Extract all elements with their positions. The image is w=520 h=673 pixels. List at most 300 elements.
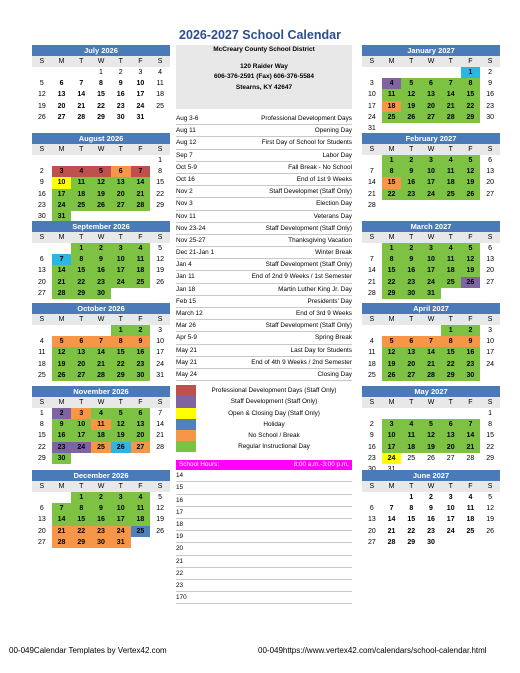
day-cell: 7 [421,336,441,347]
day-cell: 25 [441,277,461,288]
note-number: 14 [176,472,184,480]
day-cell: 28 [466,454,475,462]
weekday-label: T [409,399,414,406]
event-date: Oct 5-9 [176,163,197,171]
week-row [32,277,170,288]
school-hours-value: 8:00 a.m.-3:00 p.m. [293,461,349,469]
weekday-header [362,481,500,492]
day-cell: 8 [409,505,414,513]
event-row [176,198,352,210]
day-cell [52,67,72,78]
month-title: November 2026 [32,386,170,397]
weekday-label: S [487,58,493,65]
day-cell: 23 [91,526,111,537]
day-cell: 31 [136,113,145,121]
day-cell: 27 [131,442,151,453]
weekday-label: S [39,146,45,153]
note-row [176,470,352,482]
day-cell: 11 [131,254,151,265]
day-cell: 12 [486,505,495,513]
day-cell: 15 [156,179,165,187]
event-name: Last Day for Students [290,346,352,354]
day-cell: 16 [116,91,125,99]
day-cell: 20 [57,102,66,110]
month-title: December 2026 [32,470,170,481]
weekday-label: F [468,483,473,490]
day-cell: 29 [71,537,91,548]
day-cell [91,453,111,464]
day-cell [480,370,500,381]
day-cell: 24 [382,453,402,464]
day-cell: 1 [409,494,414,501]
weekday-label: T [409,483,414,490]
event-name: Veterans Day [313,212,352,220]
day-cell: 9 [118,80,123,88]
day-cell: 2 [429,494,433,501]
day-cell [441,200,461,211]
weekday-label: T [409,316,414,323]
weekday-label: T [118,316,123,323]
weekday-label: S [369,316,375,323]
district-city: Stearns, KY 42647 [235,83,293,91]
day-cell: 15 [382,265,402,276]
day-cell: 1 [158,157,163,164]
weekday-label: W [97,234,105,241]
day-cell: 29 [461,112,481,123]
weekday-label: S [39,316,45,323]
day-cell: 26 [461,277,481,288]
day-cell: 7 [91,336,111,347]
day-cell: 27 [401,370,421,381]
month-title: April 2027 [362,303,500,314]
day-cell: 25 [466,527,475,535]
day-cell [52,492,72,503]
day-cell: 6 [488,245,493,252]
notes-rows [176,470,352,604]
day-cell: 6 [71,336,91,347]
day-cell: 1 [382,243,402,254]
event-date: Jan 4 [176,261,192,269]
weekday-header [32,397,170,408]
event-name: Staff Development (Staff Only) [265,224,352,232]
weekday-label: T [448,58,453,65]
day-cell: 25 [131,526,151,537]
day-cell: 30 [131,370,151,381]
day-cell: 6 [369,505,374,513]
day-cell: 8 [461,78,481,89]
weekday-label: W [427,316,435,323]
event-row [176,137,352,149]
day-cell [71,325,91,336]
day-cell [362,243,382,254]
day-cell: 29 [407,538,416,546]
day-cell: 17 [52,189,72,200]
weekday-label: S [157,399,163,406]
event-date: Nov 11 [176,212,196,220]
weekday-header [32,56,170,67]
event-date: Nov 23-24 [176,224,206,232]
day-cell: 10 [421,254,441,265]
day-cell: 8 [158,168,163,176]
event-row [176,259,352,271]
event-date: Aug 12 [176,139,197,147]
day-cell: 18 [367,360,376,368]
weekday-label: T [448,146,453,153]
day-cell: 14 [441,89,461,100]
event-row [176,186,352,198]
day-cell: 5 [111,408,131,419]
weekday-label: S [39,58,45,65]
week-row [362,101,500,112]
day-cell: 22 [111,359,131,370]
event-row [176,174,352,186]
event-row [176,345,352,357]
day-cell: 30 [401,288,421,299]
day-cell [131,288,151,299]
day-cell [461,288,481,299]
weekday-label: S [39,399,45,406]
day-cell: 12 [37,91,46,99]
day-cell: 2 [488,69,493,76]
event-date: Aug 3-6 [176,115,199,122]
event-date: Nov 3 [176,200,193,208]
month-calendar [32,45,170,123]
weekday-label: F [138,234,143,241]
week-row [362,359,500,370]
day-cell: 21 [461,442,481,453]
day-cell: 4 [369,338,374,346]
day-cell: 20 [131,430,151,441]
day-cell: 2 [39,168,44,176]
day-cell: 21 [367,190,376,198]
day-cell: 4 [441,155,461,166]
day-cell: 16 [461,347,481,358]
legend [176,385,352,452]
day-cell: 10 [111,503,131,514]
day-cell: 25 [91,442,111,453]
day-cell: 1 [382,155,402,166]
day-cell: 20 [421,101,441,112]
day-cell: 28 [52,288,72,299]
day-cell: 13 [57,91,66,99]
week-row [362,78,500,89]
day-cell: 17 [421,177,441,188]
note-number: 23 [176,581,184,589]
weekday-label: M [388,483,395,490]
day-cell: 18 [382,101,402,112]
event-row [176,223,352,235]
day-cell: 11 [156,80,164,88]
week-row [32,288,170,299]
weekday-label: S [369,146,375,153]
day-cell: 18 [131,514,151,525]
event-row [176,296,352,308]
month-calendar [362,386,500,475]
day-cell: 19 [37,102,46,110]
week-row [362,336,500,347]
day-cell: 26 [37,113,46,121]
note-number: 22 [176,569,184,577]
weekday-label: M [58,146,65,153]
day-cell: 17 [111,514,131,525]
day-cell [382,200,402,211]
day-cell: 11 [368,349,376,357]
day-cell: 18 [91,430,111,441]
legend-row [176,408,352,419]
day-cell: 27 [446,454,455,462]
weekday-label: S [487,146,493,153]
day-cell: 27 [421,112,441,123]
month-calendar [32,133,170,222]
day-cell: 24 [52,200,72,211]
month-title: June 2027 [362,470,500,481]
event-row [176,113,352,125]
day-cell: 15 [382,177,402,188]
day-cell [131,155,151,166]
day-cell: 12 [461,254,481,265]
day-cell: 16 [52,430,72,441]
note-row [176,556,352,568]
event-date: Aug 11 [176,127,196,135]
day-cell: 13 [131,419,151,430]
day-cell: 10 [71,419,91,430]
day-cell: 13 [401,347,421,358]
day-cell: 7 [131,166,151,177]
day-cell: 21 [421,359,441,370]
day-cell: 9 [401,254,421,265]
weekday-label: S [157,146,163,153]
week-row [32,200,170,211]
weekday-label: T [118,234,123,241]
weekday-header [32,232,170,243]
week-row [362,514,500,525]
event-name: First Day of School for Students [261,139,352,147]
day-cell: 12 [461,166,481,177]
day-cell: 27 [37,538,46,546]
day-cell: 24 [136,102,145,110]
day-cell: 22 [156,190,165,198]
day-cell: 12 [91,177,111,188]
weekday-label: M [58,234,65,241]
day-cell [52,243,72,254]
day-cell: 9 [91,254,111,265]
weekday-label: S [369,483,375,490]
school-hours-label: School Hours: [179,461,220,469]
day-cell: 27 [57,113,66,121]
day-cell: 30 [52,453,72,464]
day-cell: 18 [441,265,461,276]
weekday-header [32,314,170,325]
day-cell [441,537,461,548]
day-cell: 15 [441,347,461,358]
day-cell: 22 [382,189,402,200]
week-row [32,503,170,514]
day-cell: 3 [369,80,374,88]
day-cell: 9 [429,505,433,513]
day-cell: 27 [37,289,46,297]
month-calendar [362,221,500,299]
week-row [362,112,500,123]
day-cell [421,408,441,419]
day-cell: 7 [369,256,374,264]
day-cell: 19 [486,516,495,524]
day-cell: 8 [382,166,402,177]
day-cell: 21 [52,277,72,288]
legend-label: Holiday [263,420,285,428]
weekday-label: M [58,316,65,323]
month-title: May 2027 [362,386,500,397]
day-cell: 29 [382,288,402,299]
legend-label: No School / Break [248,431,300,439]
day-cell: 24 [156,360,165,368]
day-cell: 3 [382,419,402,430]
note-row [176,568,352,580]
day-cell: 22 [461,101,481,112]
note-row [176,543,352,555]
weekday-label: M [388,234,395,241]
event-date: May 24 [176,370,197,378]
note-row [176,580,352,592]
weekday-label: S [157,483,163,490]
event-name: Staff Developmet (Staff Only) [269,188,352,196]
weekday-label: T [448,234,453,241]
event-date: Mar 26 [176,322,196,330]
events-list [176,113,352,381]
weekday-label: W [97,58,105,65]
day-cell: 23 [461,359,481,370]
note-row [176,519,352,531]
week-row [32,166,170,177]
day-cell: 8 [39,421,44,429]
day-cell: 11 [441,166,461,177]
day-cell: 6 [488,157,493,164]
day-cell: 8 [441,336,461,347]
day-cell: 29 [71,288,91,299]
week-row [362,370,500,381]
day-cell [382,67,402,78]
day-cell: 2 [369,421,374,429]
day-cell: 12 [421,430,441,441]
day-cell [32,325,52,336]
day-cell: 4 [131,492,151,503]
weekday-label: F [468,58,473,65]
day-cell [52,325,72,336]
week-row [32,347,170,358]
day-cell: 5 [382,336,402,347]
week-row [32,453,170,464]
day-cell: 12 [401,89,421,100]
day-cell: 14 [52,265,72,276]
day-cell: 29 [441,370,461,381]
day-cell: 23 [486,102,495,110]
day-cell: 19 [111,430,131,441]
day-cell: 16 [131,347,151,358]
day-cell: 6 [421,78,441,89]
day-cell: 11 [401,430,421,441]
day-cell: 24 [486,360,495,368]
weekday-label: S [369,58,375,65]
weekday-header [32,481,170,492]
week-row [362,200,500,211]
weekday-label: S [39,234,45,241]
day-cell [71,67,91,78]
day-cell: 6 [441,419,461,430]
day-cell: 28 [52,537,72,548]
weekday-label: M [388,146,395,153]
day-cell: 25 [441,189,461,200]
weekday-label: T [448,316,453,323]
legend-row [176,396,352,407]
note-number: 16 [176,496,184,504]
day-cell: 25 [382,112,402,123]
day-cell: 23 [401,277,421,288]
day-cell: 2 [52,408,72,419]
day-cell: 6 [401,336,421,347]
day-cell: 11 [382,89,402,100]
day-cell [362,325,382,336]
day-cell: 3 [488,327,493,334]
legend-swatch [176,441,196,452]
day-cell: 28 [156,443,165,451]
weekday-label: W [427,234,435,241]
month-title: March 2027 [362,221,500,232]
week-row [32,254,170,265]
day-cell: 9 [369,432,374,440]
event-date: May 21 [176,358,197,366]
day-cell [32,492,52,503]
weekday-label: T [409,146,414,153]
day-cell [111,453,131,464]
day-cell: 3 [52,166,72,177]
weekday-label: T [409,58,414,65]
note-row [176,495,352,507]
day-cell: 4 [401,419,421,430]
weekday-label: T [79,234,84,241]
day-cell: 13 [37,516,46,524]
day-cell: 17 [486,349,495,357]
day-cell [91,155,111,166]
day-cell: 5 [488,494,493,501]
day-cell [461,200,481,211]
day-cell: 3 [111,243,131,254]
weekday-label: M [58,58,65,65]
day-cell: 28 [77,113,86,121]
week-row [32,177,170,188]
event-row [176,357,352,369]
day-cell: 2 [401,243,421,254]
month-calendar [362,133,500,211]
day-cell: 2 [91,492,111,503]
weekday-label: F [138,58,143,65]
day-cell: 10 [382,430,402,441]
weekday-label: T [409,234,414,241]
day-cell: 13 [441,430,461,441]
week-row [32,325,170,336]
weekday-label: F [468,234,473,241]
weekday-label: M [58,399,65,406]
day-cell: 25 [131,277,151,288]
weekday-label: M [388,316,395,323]
events-panel [176,45,352,604]
week-row [362,67,500,78]
weekday-label: T [79,58,84,65]
legend-row [176,430,352,441]
district-address: 120 Raider Way [240,62,288,70]
day-cell: 10 [52,177,72,188]
week-row [32,419,170,430]
day-cell [480,537,500,548]
day-cell: 30 [427,538,435,546]
